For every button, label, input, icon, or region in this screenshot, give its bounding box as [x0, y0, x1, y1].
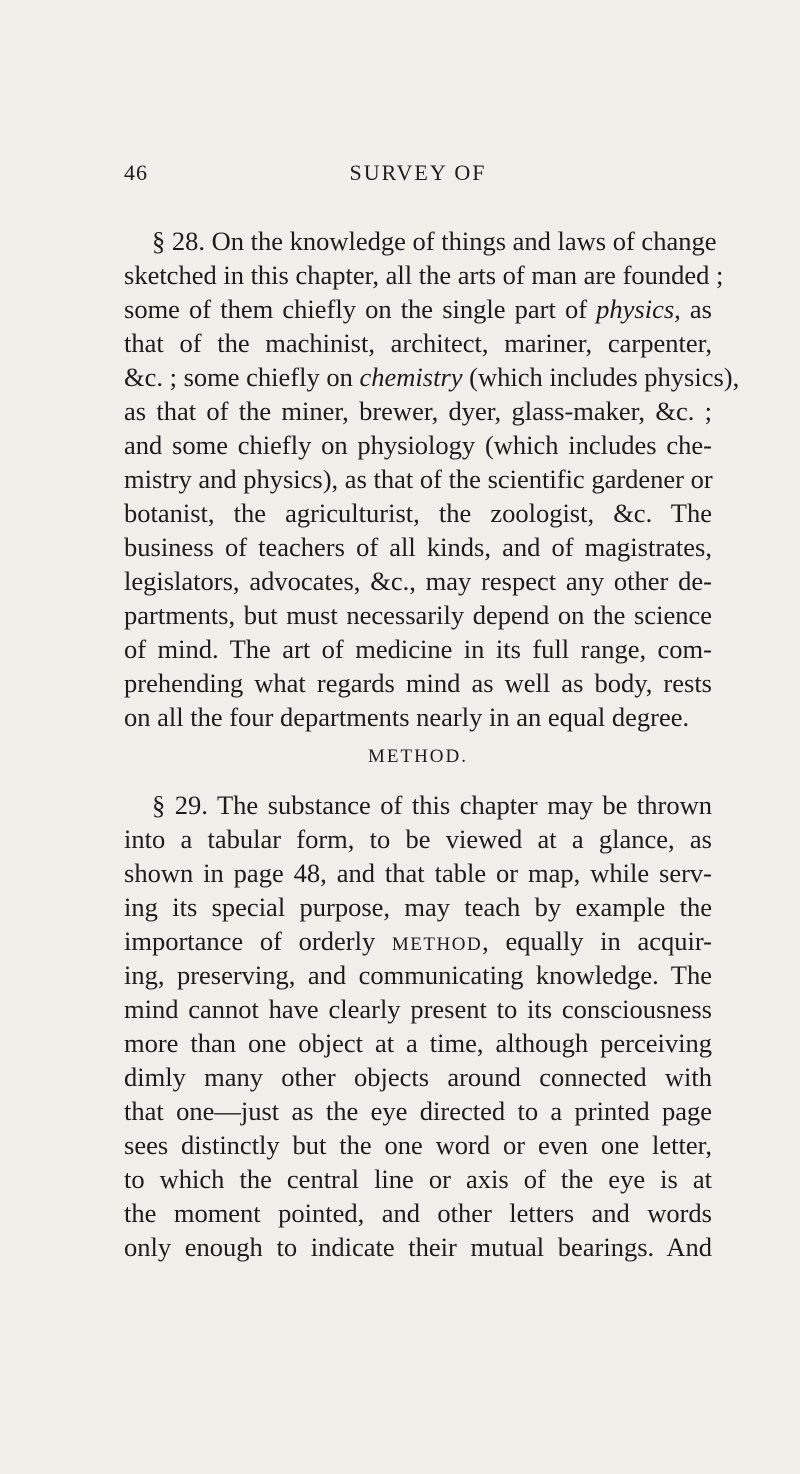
text-line: sketched in this chapter, all the arts of man are founded ;	[124, 260, 724, 290]
text-line: legislators, advocates, &c., may respect any other de-	[124, 566, 712, 596]
text-line: ing, preserving, and communicating knowledge. The	[124, 960, 712, 990]
text-line: only enough to indicate their mutual bearings. And	[124, 1232, 712, 1262]
page-header	[124, 160, 712, 194]
emphasis-physics: physics,	[596, 294, 681, 324]
text-line: ing its special purpose, may teach by example the	[124, 892, 712, 922]
small-caps-method: METHOD	[391, 934, 483, 955]
emphasis-chemistry: chemistry	[359, 362, 463, 392]
text-line: prehending what regards mind as well as body, rests	[124, 668, 712, 698]
text-line: partments, but must necessarily depend on the science	[124, 600, 712, 630]
text-line: into a tabular form, to be viewed at a glance, as	[124, 824, 712, 854]
text-line: mind cannot have clearly present to its consciousness	[124, 994, 712, 1024]
section-heading: METHOD.	[367, 746, 469, 767]
text-line: dimly many other objects around connected with	[124, 1062, 712, 1092]
text-line: § 28. On the knowledge of things and laws of change	[152, 226, 717, 256]
text-line: the moment pointed, and other letters and words	[124, 1198, 712, 1228]
text-line: business of teachers of all kinds, and of magistrates,	[124, 532, 712, 562]
text-line: importance of orderly METHOD, equally in acquir-	[124, 926, 712, 956]
text-line: shown in page 48, and that table or map, while serv-	[124, 858, 712, 888]
text-line: botanist, the agriculturist, the zoologist, &c. The	[124, 498, 712, 528]
text-line: and some chiefly on physiology (which includes che-	[124, 430, 712, 460]
text-line: on all the four departments nearly in an equal degree.	[124, 702, 690, 732]
text-line: mistry and physics), as that of the scientific gardener or	[124, 464, 713, 494]
page-number: 46	[124, 160, 148, 185]
text-line: some of them chiefly on the single part of physics, as	[124, 294, 712, 324]
text-line: sees distinctly but the one word or even one letter,	[124, 1130, 712, 1160]
text-line: &c. ; some chiefly on chemistry (which includes physics),	[124, 362, 740, 392]
running-title: SURVEY OF	[349, 160, 487, 185]
text-line: of mind. The art of medicine in its full range, com-	[124, 634, 712, 664]
text-line: as that of the miner, brewer, dyer, glass-maker, &c. ;	[124, 396, 712, 426]
text-line: to which the central line or axis of the eye is at	[124, 1164, 712, 1194]
text-line: that one—just as the eye directed to a printed page	[124, 1096, 712, 1126]
text-line: § 29. The substance of this chapter may be thrown	[152, 790, 712, 820]
text-line: more than one object at a time, although perceiving	[124, 1028, 712, 1058]
text-line: that of the machinist, architect, mariner, carpenter,	[124, 328, 712, 358]
